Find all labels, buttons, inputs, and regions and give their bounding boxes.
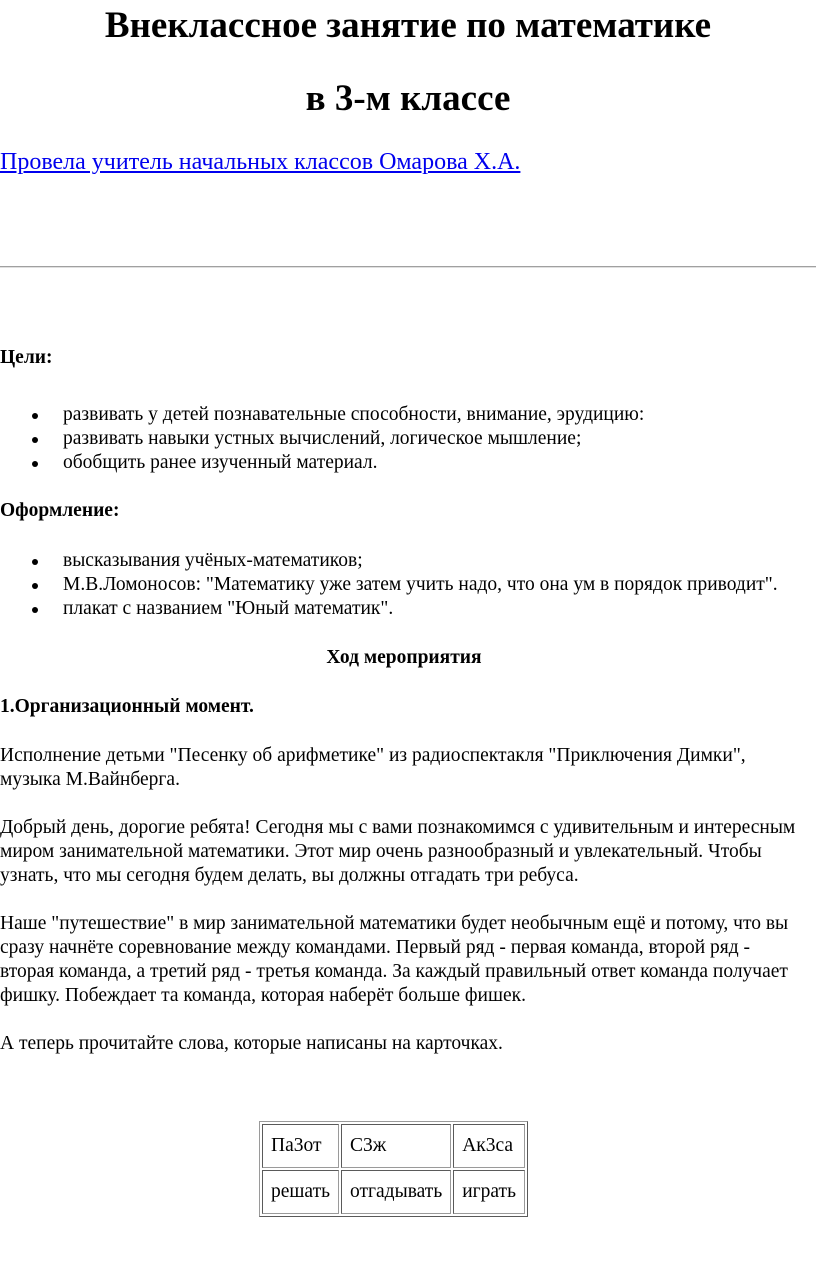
course-heading: Ход мероприятия (326, 647, 482, 668)
goals-list (0, 403, 808, 475)
section-1-paragraph: А теперь прочитайте слова, которые написаны на карточках. (0, 1033, 503, 1054)
page-title-line-2: в 3-м классе (305, 78, 511, 119)
decoration-list-item (63, 597, 808, 621)
decoration-item-text: плакат с названием "Юный математик". (63, 598, 394, 619)
table-cell: решать (262, 1170, 339, 1214)
bullet-icon (32, 461, 38, 467)
goals-heading: Цели: (0, 347, 53, 368)
section-1-paragraph: Добрый день, дорогие ребята! Сегодня мы с вами познакомимся с удивительным и интересным миром занимательной математики. Этот мир очень разнообразный и увлекательный. Чтобы узнать, что мы сегодня будем делать, вы должны отгадать три ребуса. (0, 817, 796, 886)
table-cell: Ак3са (453, 1124, 525, 1168)
bullet-icon (32, 413, 38, 419)
section-1-paragraph: Наше "путешествие" в мир занимательной математики будет необычным ещё и потому, что вы сразу начнёте соревнование между командами. Первый ряд - первая команда, второй ряд - вторая команда, а третий ряд - третья команда. За каждый правильный ответ команда получает фишку. Побеждает та команда, которая наберёт больше фишек. (0, 913, 789, 1006)
goals-list-item (63, 427, 808, 451)
author-link[interactable]: Провела учитель начальных классов Омарова Х.А. (0, 149, 521, 175)
table-cell: С3ж (341, 1124, 451, 1168)
decoration-list (0, 549, 808, 621)
horizontal-divider (0, 266, 816, 268)
section-1-paragraph: Исполнение детьми "Песенку об арифметике" из радиоспектакля "Приключения Димки", музыка М.Вайнберга. (0, 745, 746, 790)
goals-item-text: развивать у детей познавательные способности, внимание, эрудицию: (63, 404, 645, 425)
section-1-heading: 1.Организационный момент. (0, 696, 254, 717)
table-cell: играть (453, 1170, 525, 1214)
decoration-list-item (63, 549, 808, 573)
table-row (262, 1170, 525, 1214)
bullet-icon (32, 583, 38, 589)
table-row (262, 1124, 525, 1168)
goals-list-item (63, 451, 808, 475)
decoration-item-text: высказывания учёных-математиков; (63, 550, 363, 571)
decoration-item-text: М.В.Ломоносов: "Математику уже затем учить надо, что она ум в порядок приводит". (63, 574, 778, 595)
lesson-content (0, 346, 808, 1056)
decoration-heading: Оформление: (0, 500, 120, 521)
bullet-icon (32, 437, 38, 443)
bullet-icon (32, 607, 38, 613)
goals-item-text: обобщить ранее изученный материал. (63, 452, 378, 473)
bullet-icon (32, 559, 38, 565)
cards-table (259, 1121, 528, 1217)
table-cell: отгадывать (341, 1170, 451, 1214)
page-title-line-1: Внеклассное занятие по математике (104, 5, 712, 46)
goals-list-item (63, 403, 808, 427)
decoration-list-item (63, 573, 808, 597)
goals-item-text: развивать навыки устных вычислений, логическое мышление; (63, 428, 582, 449)
table-cell: Па3от (262, 1124, 339, 1168)
